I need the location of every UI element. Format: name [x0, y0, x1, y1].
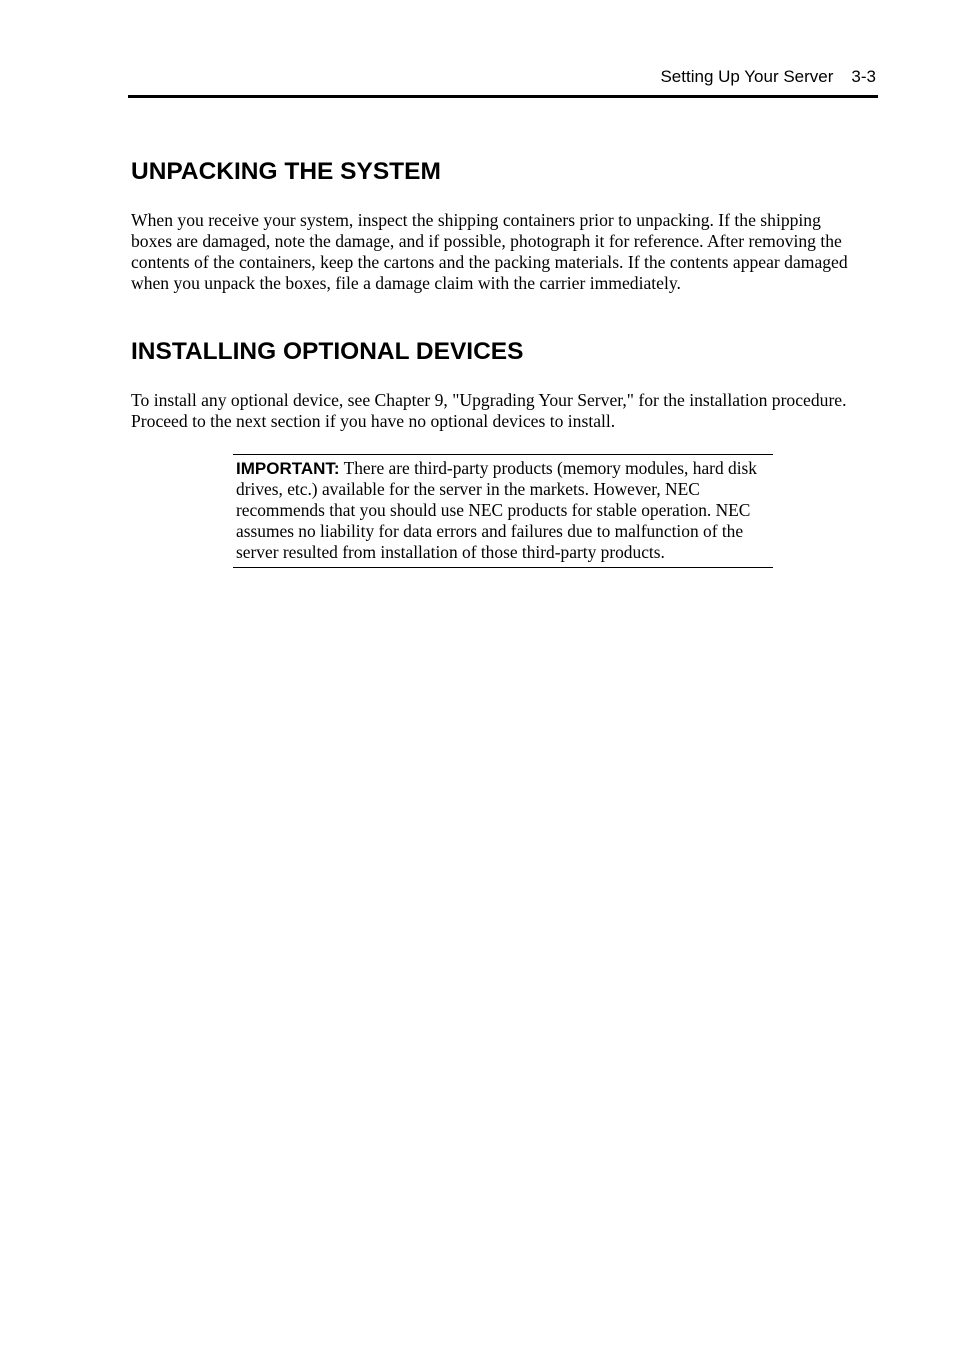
- section-paragraph-unpacking: When you receive your system, inspect the shipping containers prior to unpacking. If the shipping boxes are damaged, note the damage, and if possible, photograph it for reference. After removing the contents of the containers, keep the cartons and the packing materials. If the contents appear damaged when you unpack the boxes, file a damage claim with the carrier immediately.: [131, 210, 848, 294]
- header-title: Setting Up Your Server: [660, 67, 834, 86]
- section-heading-unpacking: UNPACKING THE SYSTEM: [131, 158, 441, 185]
- important-note: [233, 454, 773, 568]
- note-text-block: [236, 458, 773, 563]
- header-text: [660, 66, 876, 88]
- section-paragraph-installing: To install any optional device, see Chapter 9, "Upgrading Your Server," for the installation procedure. Proceed to the next section if you have no optional devices to install.: [131, 390, 847, 432]
- note-body: There are third-party products (memory modules, hard disk drives, etc.) available for the server in the markets. However, NEC recommends that you should use NEC products for stable operation. NEC assumes no liability for data errors and failures due to malfunction of the server resulted from installation of those third-party products.: [236, 458, 757, 563]
- note-label: IMPORTANT:: [236, 459, 340, 478]
- page-header: [128, 64, 878, 98]
- page-number: 3-3: [851, 67, 876, 86]
- section-heading-installing: INSTALLING OPTIONAL DEVICES: [131, 338, 524, 365]
